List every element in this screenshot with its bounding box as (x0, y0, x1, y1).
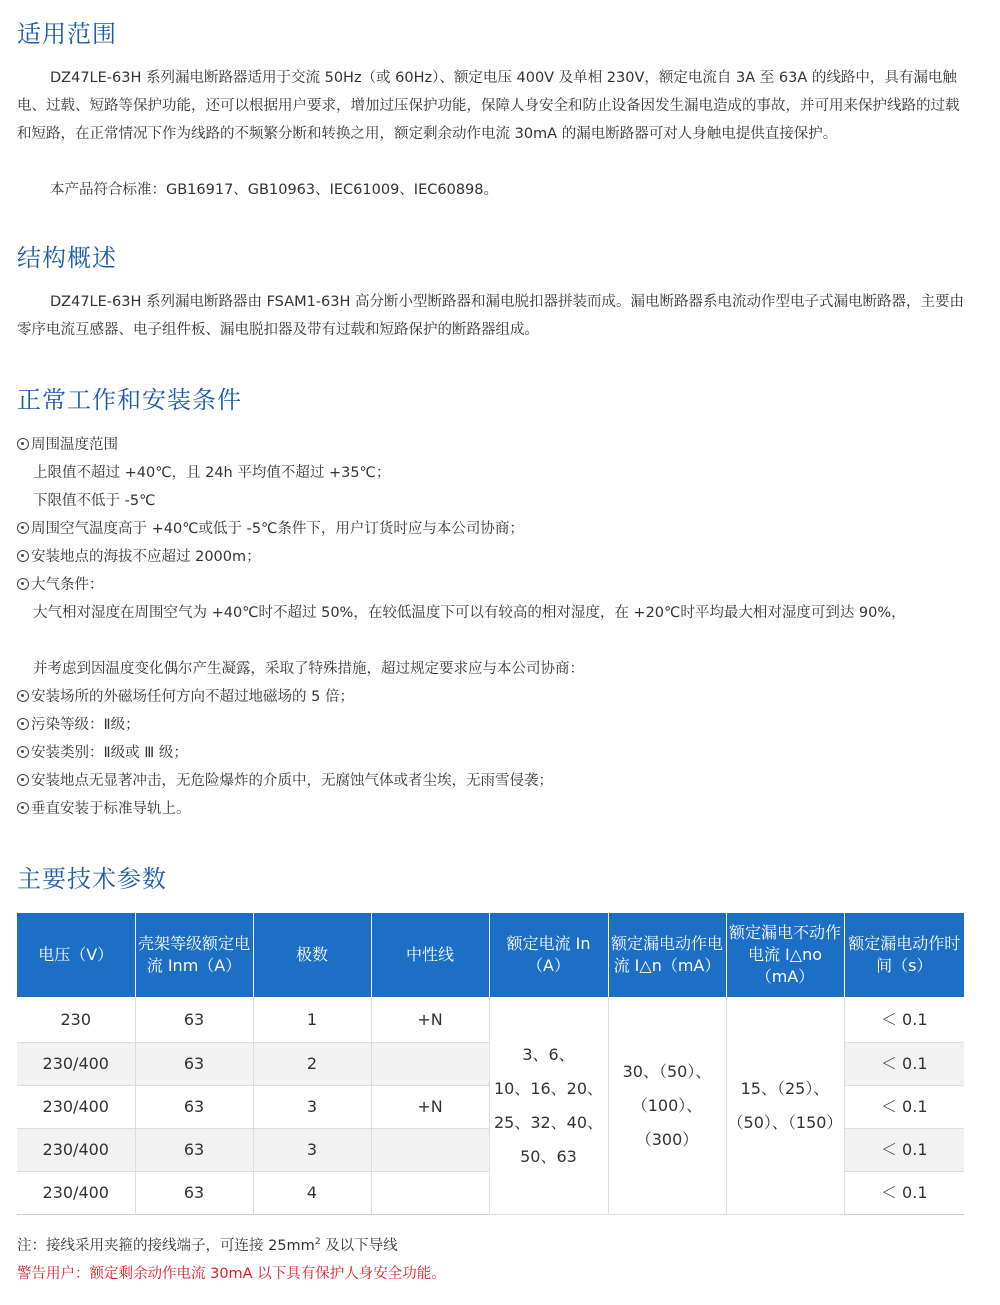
user-warning: 警告用户：额定剩余动作电流 30mA 以下具有保护人身安全功能。 (17, 1266, 446, 1282)
cell-frame: 63 (135, 1086, 253, 1129)
section-title-specs: 主要技术参数 (17, 865, 167, 893)
cell-neutral (371, 1172, 489, 1215)
section-title-scope: 适用范围 (17, 20, 117, 48)
bullet-circle-icon (17, 690, 29, 702)
cell-poles: 1 (253, 997, 371, 1043)
cell-trip-time: ＜ 0.1 (844, 997, 964, 1043)
cell-neutral (371, 1129, 489, 1172)
cell-neutral: +N (371, 1086, 489, 1129)
scope-standards: 本产品符合标准：GB16917、GB10963、IEC61009、IEC60898。 (50, 182, 498, 198)
condition-item: 安装类别：Ⅱ级或 Ⅲ 级； (17, 739, 188, 767)
cell-voltage: 230/400 (17, 1172, 135, 1215)
cell-trip-time: ＜ 0.1 (844, 1172, 964, 1215)
bullet-circle-icon (17, 802, 29, 814)
condition-sub-item: 并考虑到因温度变化偶尔产生凝露，采取了特殊措施，超过规定要求应与本公司协商： (33, 661, 584, 677)
cell-frame: 63 (135, 1129, 253, 1172)
header-neutral: 中性线 (371, 913, 489, 997)
bullet-circle-icon (17, 774, 29, 786)
cell-trip-time: ＜ 0.1 (844, 1129, 964, 1172)
cell-frame: 63 (135, 997, 253, 1043)
condition-sub-item: 上限值不超过 +40℃，且 24h 平均值不超过 +35℃； (33, 465, 391, 481)
cell-trip-time: ＜ 0.1 (844, 1043, 964, 1086)
condition-sub-item: 下限值不低于 -5℃ (33, 493, 156, 509)
cell-poles: 4 (253, 1172, 371, 1215)
condition-item: 安装地点的海拔不应超过 2000m； (17, 543, 261, 571)
wiring-note: 注：接线采用夹箍的接线端子，可连接 $25mm^2$ 及以下导线 (17, 1237, 398, 1254)
cell-voltage: 230/400 (17, 1086, 135, 1129)
header-trip-time: 额定漏电动作时间（s） (844, 913, 964, 997)
bullet-circle-icon (17, 550, 29, 562)
bullet-circle-icon (17, 522, 29, 534)
condition-sub-item: 大气相对湿度在周围空气为 +40℃时不超过 50%，在较低温度下可以有较高的相对湿度，在 +20℃时平均最大相对湿度可到达 90%， (33, 605, 906, 621)
condition-item: 安装场所的外磁场任何方向不超过地磁场的 5 倍； (17, 683, 354, 711)
section-title-conditions: 正常工作和安装条件 (17, 386, 242, 414)
header-no-trip-current: 额定漏电不动作电流 I△no（mA） (726, 913, 844, 997)
cell-no-trip-current: 15、（25）、 （50）、（150） (726, 997, 844, 1215)
cell-frame: 63 (135, 1172, 253, 1215)
header-rated-current: 额定电流 In（A） (489, 913, 608, 997)
cell-neutral (371, 1043, 489, 1086)
cell-poles: 2 (253, 1043, 371, 1086)
cell-neutral: +N (371, 997, 489, 1043)
scope-paragraph: DZ47LE-63H 系列漏电断路器适用于交流 50Hz（或 60Hz）、额定电压 400V 及单相 230V，额定电流自 3A 至 63A 的线路中，具有漏电触电、过载、短路等保护功能，还可以根据用户要求，增加过压保护功能，保障人身安全和防止设备因发生漏电造成的事故，并可用来保护线路的过载和短路，在正常情况下作为线路的不频繁分断和转换之用，额定剩余动作电流 30mA 的漏电断路器可对人身触电提供直接保护。 (17, 70, 960, 142)
header-frame-current: 壳架等级额定电流 Inm（A） (135, 913, 253, 997)
bullet-circle-icon (17, 746, 29, 758)
table-header-row (17, 913, 964, 997)
condition-item: 大气条件： (17, 571, 104, 599)
bullet-circle-icon (17, 718, 29, 730)
condition-item: 安装地点无显著冲击，无危险爆炸的介质中，无腐蚀气体或者尘埃，无雨雪侵袭； (17, 767, 553, 795)
bullet-circle-icon (17, 438, 29, 450)
section-title-structure: 结构概述 (17, 244, 117, 272)
cell-voltage: 230 (17, 997, 135, 1043)
header-trip-current: 额定漏电动作电流 I△n（mA） (608, 913, 726, 997)
structure-paragraph: DZ47LE-63H 系列漏电断路器由 FSAM1-63H 高分断小型断路器和漏电脱扣器拼装而成。漏电断路器系电流动作型电子式漏电断路器，主要由零序电流互感器、电子组件板、漏电脱扣器及带有过载和短路保护的断路器组成。 (17, 294, 964, 338)
bullet-circle-icon (17, 578, 29, 590)
cell-poles: 3 (253, 1086, 371, 1129)
header-poles: 极数 (253, 913, 371, 997)
condition-item: 周围空气温度高于 +40℃或低于 -5℃条件下，用户订货时应与本公司协商； (17, 515, 524, 543)
table-row (17, 997, 964, 1043)
cell-voltage: 230/400 (17, 1129, 135, 1172)
cell-trip-time: ＜ 0.1 (844, 1086, 964, 1129)
condition-item: 周围温度范围 (17, 431, 118, 459)
condition-item: 垂直安装于标准导轨上。 (17, 795, 191, 823)
cell-frame: 63 (135, 1043, 253, 1086)
spec-table (17, 913, 964, 1215)
cell-voltage: 230/400 (17, 1043, 135, 1086)
cell-trip-current: 30、（50）、 （100）、 （300） (608, 997, 726, 1215)
cell-poles: 3 (253, 1129, 371, 1172)
cell-rated-current: 3、6、 10、16、20、 25、32、40、 50、63 (489, 997, 608, 1215)
condition-item: 污染等级：Ⅱ级； (17, 711, 140, 739)
header-voltage: 电压（V） (17, 913, 135, 997)
